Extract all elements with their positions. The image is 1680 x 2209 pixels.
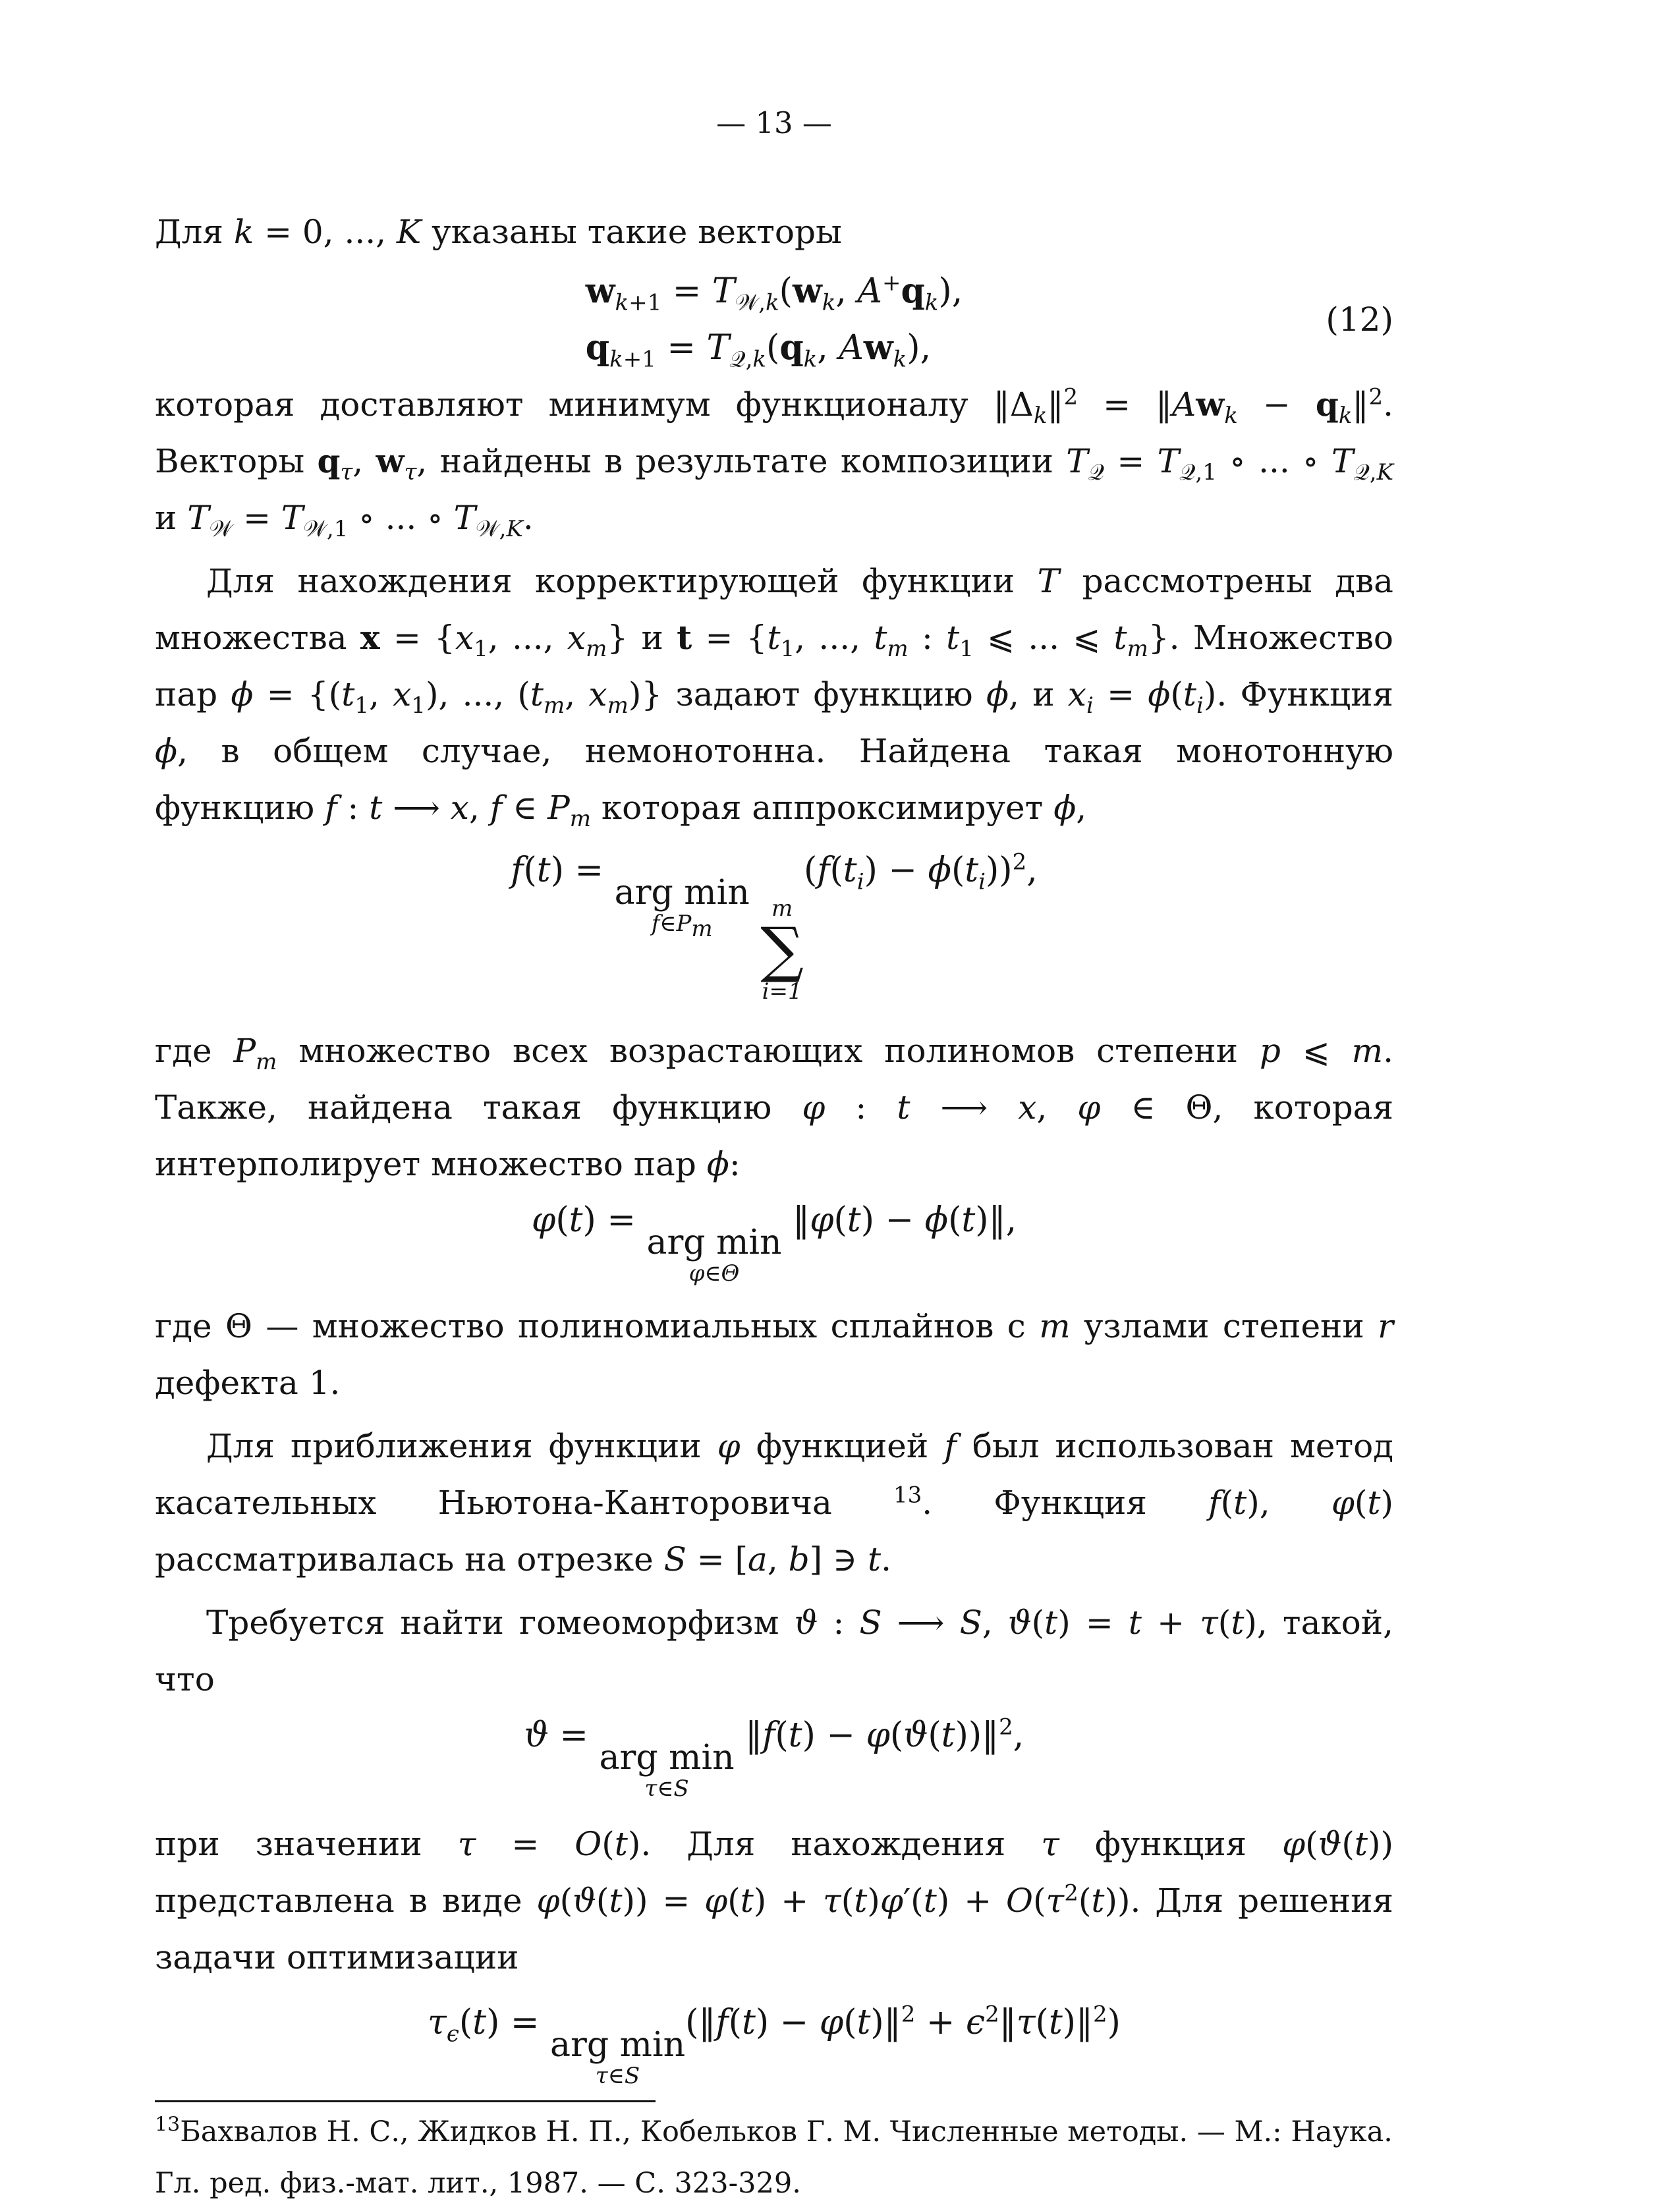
footnote-mark: 13 xyxy=(155,2113,181,2137)
paragraph-7: при значении τ = O(t). Для нахождения τ функция φ(ϑ(t)) представлена в виде $\varphi(ϑ(t)) = \varphi(t) + \tau(t)\varphi'(t) + O(\tau^2(t))$. Для решения задачи оптимизации xyxy=(155,1825,1393,1976)
equation-number: (12) xyxy=(1326,300,1393,339)
paragraph-6: Требуется найти гомеоморфизм ϑ : S ⟶ S, ϑ(t) = t + τ(t), такой, что xyxy=(155,1604,1393,1698)
paragraph-3: где $P_m$ множество всех возрастающих полиномов степени p ⩽ m. Также, найдена такая функцию φ : t ⟶ x, φ ∈ Θ, которая интерполирует множество пар ϕ: xyxy=(155,1032,1393,1183)
footnote-rule xyxy=(155,2100,656,2102)
equation-phi: φ(t) = arg min φ∈Θ ‖φ(t) − ϕ(t)‖, xyxy=(531,1200,1017,1287)
argmin-operator: arg min φ∈Θ xyxy=(646,1223,782,1287)
equation-12-body: $w_{k+1} = T_{𝒲,k}(w_k$, $A^+q_k$), $q_{k+1} = T_{𝒬,k}(q_k$, $Aw_k$), xyxy=(585,269,963,373)
intro-text: Для k = 0, ..., K указаны такие векторы xyxy=(155,213,842,251)
footnote xyxy=(155,2106,1393,2209)
paragraph-1: которая доставляют минимум функционалу $‖\Delta_k‖^2$ = $‖Aw_k$ − $q_k‖^2$. Векторы $q_\tau$, $w_\tau$, найдены в результате композиции $T_𝒬 = T_{𝒬,1}$ ∘ ... ∘ $T_{𝒬,K}$ и $T_𝒲 = T_{𝒲,1}$ ∘ ... ∘ $T_{𝒲,K}$. xyxy=(155,383,1394,542)
page-number: — 13 — xyxy=(716,105,832,140)
argmin-operator: arg min τ∈S xyxy=(599,1738,735,1802)
equation-tau: $\tau_\epsilon(t)$ = arg min τ∈S (‖f(t) − φ(t)‖$^2$ + $\epsilon^2‖\tau(t)‖^2$) xyxy=(428,2001,1121,2089)
footnote-text: Бахвалов Н. С., Жидков Н. П., Кобельков Г. М. Численные методы. — М.: Наука. Гл. ред. физ.-мат. лит., 1987. — С. 323-329. xyxy=(155,2115,1393,2200)
paragraph-4: где Θ — множество полиномиальных сплайнов с m узлами степени r дефекта 1. xyxy=(155,1307,1394,1402)
sum-operator: m ∑ i=1 xyxy=(760,895,804,1005)
equation-12 xyxy=(155,263,1393,376)
argmin-operator: arg min τ∈S xyxy=(549,2025,686,2089)
argmin-operator: arg min $f\in P_m$ xyxy=(614,873,750,942)
paragraph-5: Для приближения функции φ функцией f был использован метод касательных Ньютона-Канторовича $^{13}$. Функция f(t), φ(t) рассматривалась на отрезке S = [a, b] ∋ t. xyxy=(155,1427,1393,1579)
page xyxy=(155,105,1393,2209)
equation-f: f(t) = arg min $f\in P_m$ m ∑ i=1 $(f(t_i) - \phi(t_i))^2$, xyxy=(511,849,1038,1005)
paragraph-2: Для нахождения корректирующей функции T рассмотрены два множества $x = \{x_1$, ..., $x_m$} и $t = \{t_1$, ..., $t_m$ : $t_1$ ⩽ ... ⩽ $t_m$}. Множество пар $\phi = \{(t_1$, $x_1$), ..., ($t_m$, $x_m$)} задают функцию ϕ, и $x_i = \phi(t_i)$. Функция ϕ, в общем случае, немонотонна. Найдена такая монотонную функцию f : t ⟶ x, f ∈ $P_m$ которая аппроксимирует ϕ, xyxy=(155,562,1393,832)
equation-theta: ϑ = arg min τ∈S ‖f(t) − φ(ϑ(t))‖$^2$, xyxy=(524,1714,1024,1802)
